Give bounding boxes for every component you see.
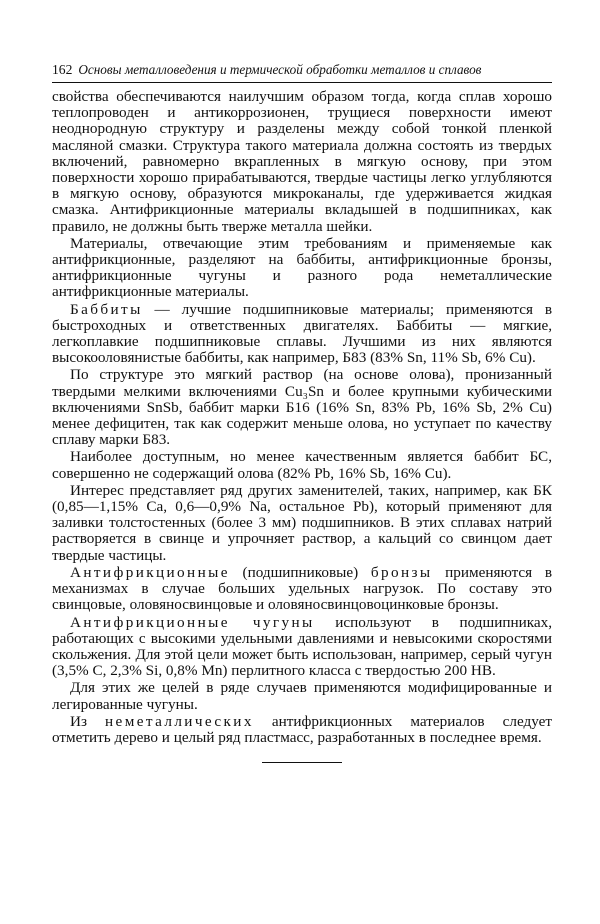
paragraph-3: Баббиты — лучшие подшипниковые материалы; применяются в быстроходных и ответственных двигателях. Баббиты — мягкие, легкоплавкие подшипниковые сплавы. Лучшими из них являются высокооловянистые баббиты, как например, Б83 (83% Sn, 11% Sb, 6% Cu). xyxy=(52,300,552,367)
spaced-term-cast-irons: Антифрикционные чугуны xyxy=(70,613,315,631)
section-end-rule xyxy=(262,762,342,763)
spaced-term-antifriction: Антифрикционные xyxy=(70,563,230,581)
paragraph-10: Из неметаллических антифрикционных материалов следует отметить дерево и целый ряд пластмасс, разработанных в последнее время. xyxy=(52,712,553,746)
paragraph-5: Наиболее доступным, но менее качественным является баббит БС, совершенно не содержащий олова (82% Pb, 16% Sb, 16% Cu). xyxy=(52,448,552,482)
spaced-term-nonmetallic: неметаллических xyxy=(105,712,254,730)
running-header xyxy=(52,62,552,83)
spaced-term-babbits: Баббиты xyxy=(70,300,143,318)
paragraph-7: Антифрикционные (подшипниковые) бронзы применяются в механизмах в случае больших удельных нагрузок. По составу это свинцовые, оловяносвинцовые и оловяносвинцовоцинковые бронзы. xyxy=(52,563,552,614)
paragraph-8: Антифрикционные чугуны используют в подшипниках, работающих с высокими удельными давлениями и невысокими скоростями скольжения. Для этой цели может быть использован, например, серый чугун (3,5% C, 2,3% Si, 0,8% Mn) перлитного класса с твердостью 200 HB. xyxy=(52,613,552,680)
paragraph-2: Материалы, отвечающие этим требованиям и применяемые как антифрикционные, разделяют на баббиты, антифрикционные бронзы, антифрикционные чугуны и разного рода неметаллические антифрикционные материалы. xyxy=(52,234,552,301)
paragraph-4: По структуре это мягкий раствор (на основе олова), пронизанный твердыми мелкими включениями Cu₃Sn и более крупными кубическими включениями SnSb, баббит марки Б16 (16% Sn, 83% Pb, 16% Sb, 2% Cu) менее дефицитен, так как содержит меньше олова, но уступает по качеству сплаву марки Б83. xyxy=(52,366,552,449)
page-number: 162 xyxy=(52,62,73,77)
running-title: Основы металловедения и термической обработки металлов и сплавов xyxy=(78,62,482,77)
paragraph-9: Для этих же целей в ряде случаев применяются модифицированные и легированные чугуны. xyxy=(52,679,552,713)
page-body xyxy=(52,89,552,746)
paragraph-6: Интерес представляет ряд других заменителей, таких, например, как БК (0,85—1,15% Ca, 0,6—0,9% Na, остальное Pb), который применяют для заливки толстостенных (более 3 мм) подшипников. В этих сплавах натрий растворяется в свинце и упрочняет раствор, а кальций со свинцом дает твердые частицы. xyxy=(52,481,552,564)
paragraph-1: свойства обеспечиваются наилучшим образом тогда, когда сплав хорошо теплопроводен и антикоррозионен, трущиеся поверхности имеют неоднородную структуру и разделены между собой тонкой пленкой масляной смазки. Структура такого материала должна состоять из твердых включений, равномерно вкрапленных в мягкую основу, при этом поверхности хорошо прирабатываются, твердые частицы легко углубляются в мягкую основу, образуются микроканалы, где удерживается жидкая смазка. Антифрикционные материалы вкладышей в подшипниках, как правило, не должны быть тверже металла шейки. xyxy=(52,88,552,235)
spaced-term-bronzes: бронзы xyxy=(370,563,433,581)
